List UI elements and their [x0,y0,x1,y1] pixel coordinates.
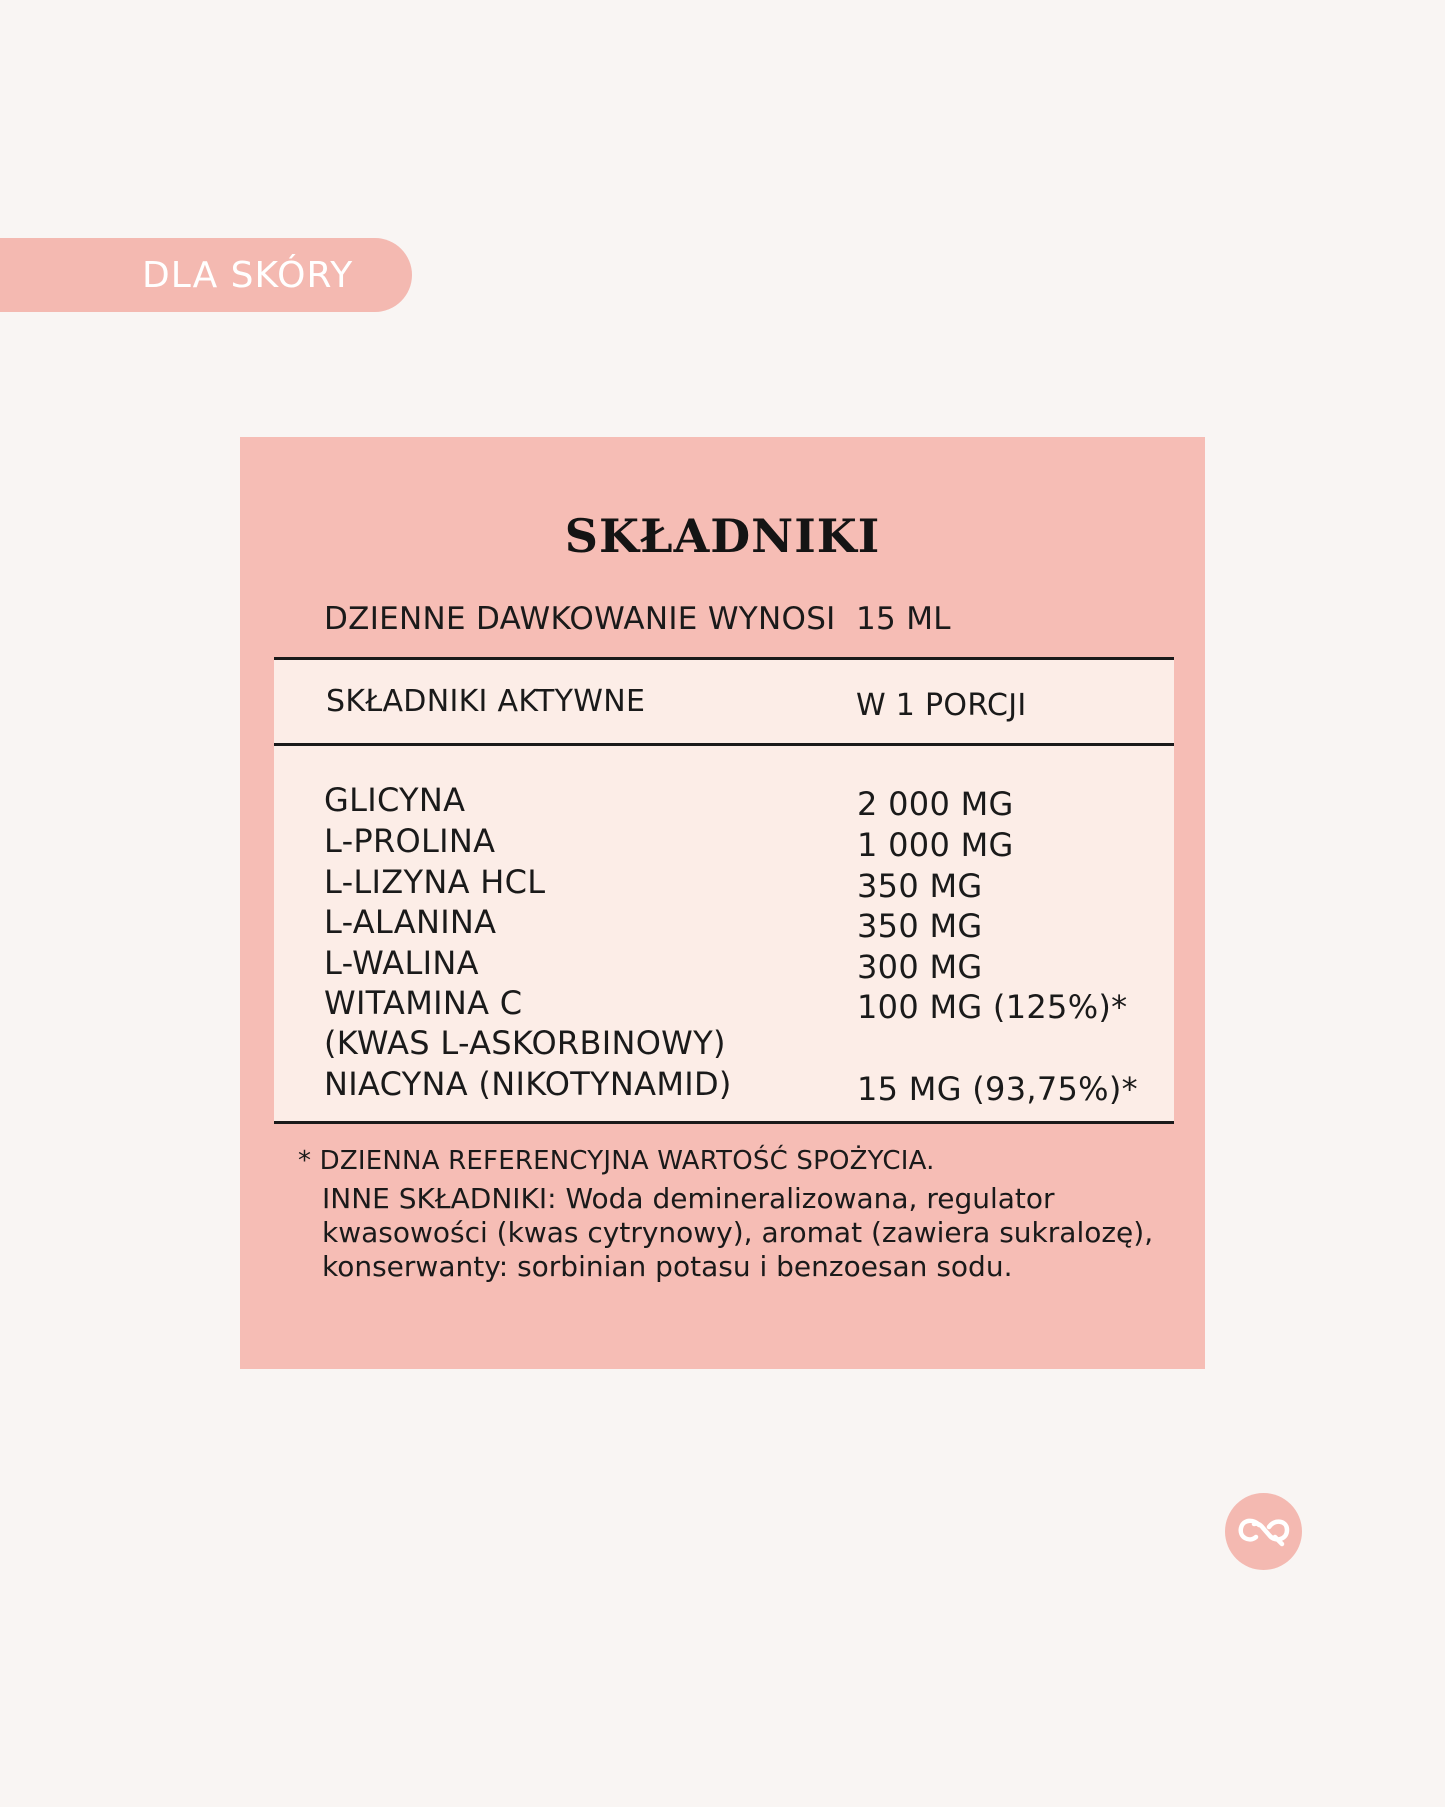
category-tag-label: DLA SKÓRY [142,254,354,296]
reference-intake-footnote: * DZIENNA REFERENCYJNA WARTOŚĆ SPOŻYCIA. [298,1146,935,1176]
table-row-name: L-WALINA [324,944,479,982]
table-row-value: 100 MG (125%)* [857,988,1128,1026]
table-row-value: 350 MG [857,867,983,905]
table-row-name: L-ALANINA [324,903,497,941]
daily-dose-label: DZIENNE DAWKOWANIE WYNOSI [324,601,836,637]
table-row-value: 1 000 MG [857,826,1014,864]
daily-dose-value: 15 ML [856,601,951,637]
table-row-name: L-LIZYNA HCL [324,863,546,901]
table-row-name: L-PROLINA [324,822,496,860]
table-row-value: 2 000 MG [857,785,1014,823]
table-header [274,660,1174,746]
brand-logo [1225,1493,1302,1570]
table-row-value: 350 MG [857,907,983,945]
notes [298,1144,1178,1284]
category-tag [0,238,412,312]
table-row-name-continued: (KWAS L-ASKORBINOWY) [324,1024,726,1062]
table-row-value: 300 MG [857,948,983,986]
other-ingredients: INNE SKŁADNIKI: Woda demineralizowana, regulator kwasowości (kwas cytrynowy), aromat (zawiera sukralozę), konserwanty: sorbinian potasu i benzoesan sodu. [322,1182,1154,1283]
table-row-name: WITAMINA C [324,984,523,1022]
table-row-name: NIACYNA (NIKOTYNAMID) [324,1065,732,1103]
header-per-serving: W 1 PORCJI [856,688,1027,723]
header-active-ingredients: SKŁADNIKI AKTYWNE [326,684,646,719]
infinity-logo-icon [1235,1515,1293,1549]
ingredients-card [240,437,1205,1369]
table-row-value: 15 MG (93,75%)* [857,1070,1138,1108]
card-title: SKŁADNIKI [564,509,881,563]
table-row-name: GLICYNA [324,781,466,819]
ingredients-table [274,657,1174,1124]
